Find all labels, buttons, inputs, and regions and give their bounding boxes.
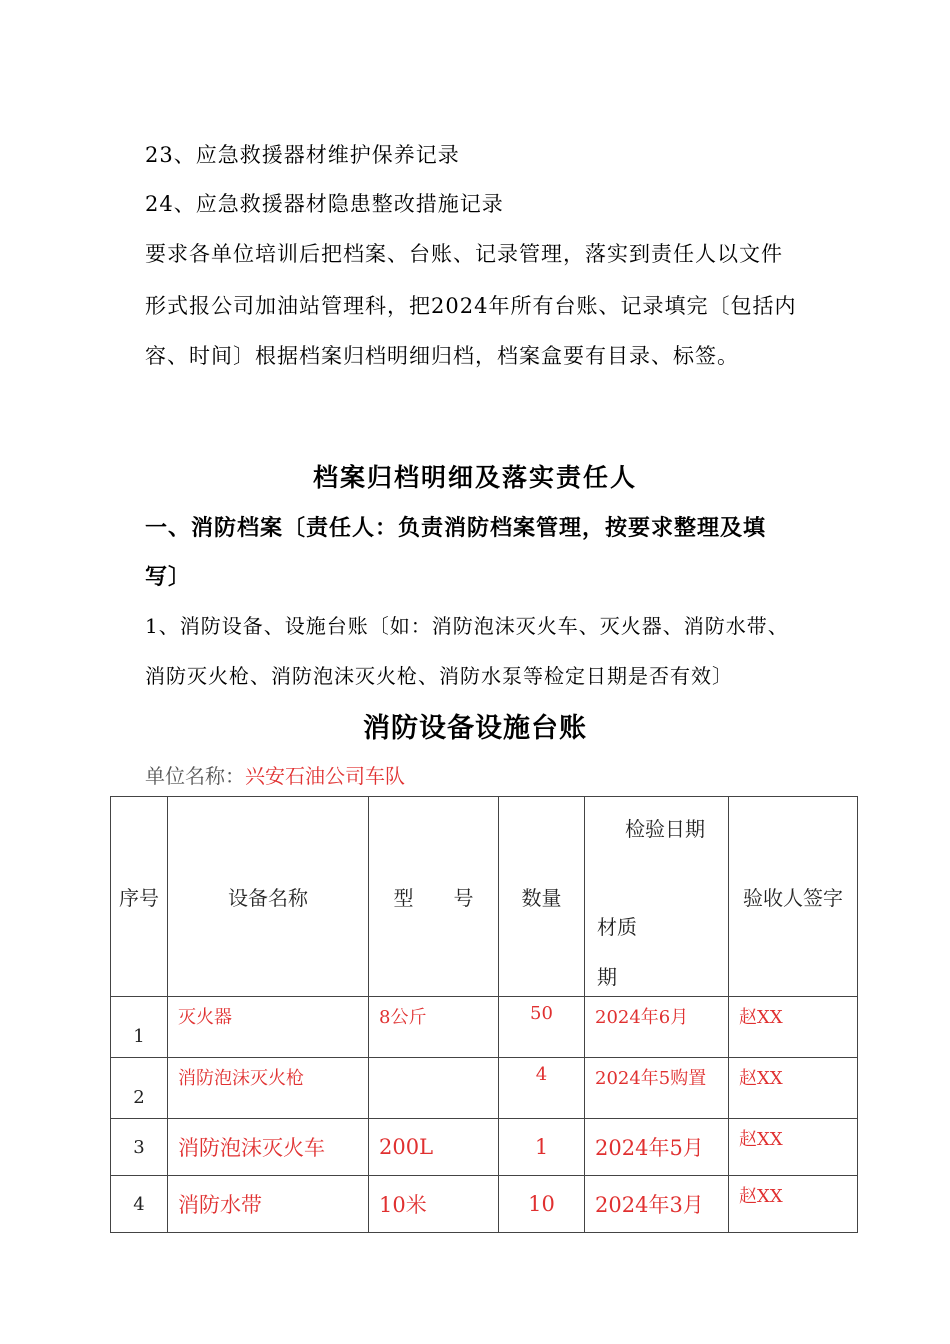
header-model: 型 号 — [369, 797, 499, 997]
section-title: 档案归档明细及落实责任人 — [312, 463, 637, 492]
row-date: 2024年5月 — [585, 1119, 729, 1176]
ledger-title: 消防设备设施台账 — [363, 713, 587, 744]
row-signer: 赵XX — [729, 1119, 858, 1176]
item1-line-2: 消防灭火枪、消防泡沫灭火枪、消防水泵等检定日期是否有效〕 — [145, 664, 733, 688]
section-heading-line-2: 写〕 — [145, 564, 192, 590]
unit-name — [145, 760, 405, 789]
table-row — [111, 1176, 858, 1233]
header-index: 序号 — [111, 797, 168, 997]
paragraph-line-1: 要求各单位培训后把档案、台账、记录管理，落实到责任人以文件 — [145, 242, 783, 266]
header-qty: 数量 — [499, 797, 585, 997]
row-signer: 赵XX — [729, 997, 858, 1058]
row-model: 10米 — [369, 1176, 499, 1233]
row-date: 2024年3月 — [585, 1176, 729, 1233]
header-date-top: 检验日期 — [625, 817, 705, 841]
paragraph-line-3: 容、时间〕根据档案归档明细归档，档案盒要有目录、标签。 — [145, 344, 739, 368]
table-row — [111, 997, 858, 1058]
paragraph-line-2: 形式报公司加油站管理科，把2024年所有台账、记录填完〔包括内 — [145, 294, 797, 318]
header-name: 设备名称 — [168, 797, 369, 997]
row-model — [369, 1058, 499, 1119]
header-date-bottom: 期 — [597, 965, 617, 989]
item1-line-1: 1、消防设备、设施台账〔如：消防泡沫灭火车、灭火器、消防水带、 — [145, 614, 789, 638]
table-row — [111, 1119, 858, 1176]
header-date — [585, 797, 729, 997]
row-model: 200L — [369, 1119, 499, 1176]
row-qty: 4 — [499, 1058, 585, 1119]
row-index: 1 — [111, 997, 168, 1058]
row-signer: 赵XX — [729, 1058, 858, 1119]
ledger-table — [110, 796, 858, 1233]
row-index: 3 — [111, 1119, 168, 1176]
row-qty: 50 — [499, 997, 585, 1058]
table-row — [111, 1058, 858, 1119]
row-signer: 赵XX — [729, 1176, 858, 1233]
row-index: 4 — [111, 1176, 168, 1233]
row-qty: 10 — [499, 1176, 585, 1233]
row-date: 2024年5购置 — [585, 1058, 729, 1119]
row-qty: 1 — [499, 1119, 585, 1176]
row-model: 8公斤 — [369, 997, 499, 1058]
list-item-24: 24、应急救援器材隐患整改措施记录 — [145, 192, 504, 216]
section-heading-line-1: 一、消防档案〔责任人：负责消防档案管理，按要求整理及填 — [145, 515, 767, 541]
row-name: 消防泡沫灭火枪 — [168, 1058, 369, 1119]
header-date-mid: 材质 — [597, 915, 637, 939]
header-signer: 验收人签字 — [729, 797, 858, 997]
row-index: 2 — [111, 1058, 168, 1119]
table-header-row — [111, 797, 858, 997]
unit-label: 单位名称： — [145, 764, 245, 788]
unit-value: 兴安石油公司车队 — [245, 764, 405, 788]
row-date: 2024年6月 — [585, 997, 729, 1058]
row-name: 消防泡沫灭火车 — [168, 1119, 369, 1176]
list-item-23: 23、应急救援器材维护保养记录 — [145, 143, 460, 167]
row-name: 灭火器 — [168, 997, 369, 1058]
row-name: 消防水带 — [168, 1176, 369, 1233]
